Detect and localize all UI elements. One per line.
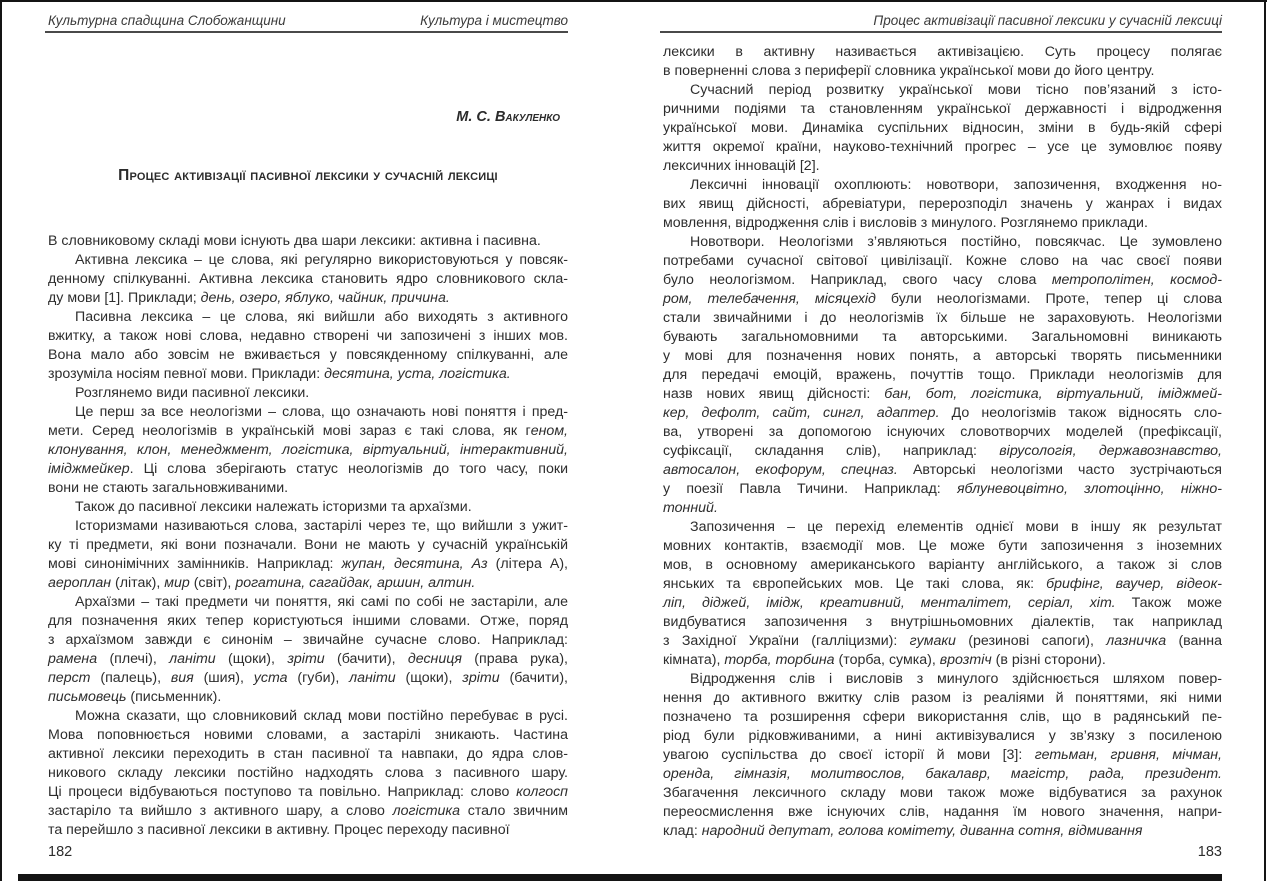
text-run: було неологізмом. Наприклад, свого часу слова: [663, 272, 1052, 288]
text-line: [663, 214, 1222, 233]
italic-text-run: бан, бот, логістика, віртуальний, іміджмей-: [884, 386, 1222, 402]
text-run: були неологізмами. Проте, тепер ці слова: [875, 291, 1222, 307]
text-line: [663, 233, 1222, 252]
text-run: суфіксації, складання слів), наприклад:: [663, 443, 1000, 459]
text-line: [48, 365, 568, 384]
text-line: [663, 670, 1222, 689]
text-line: [48, 460, 568, 479]
text-run: в поверненні слова з периферії словника української мови до його центру.: [663, 63, 1155, 79]
running-header-left-page: [48, 13, 568, 28]
text-line: [48, 498, 568, 517]
text-line: [48, 650, 568, 669]
text-line: [663, 271, 1222, 290]
italic-text-run: рамена: [48, 651, 98, 667]
text-line: [663, 290, 1222, 309]
text-line: [663, 594, 1222, 613]
italic-text-run: гумаки: [909, 633, 956, 649]
scan-border-right: [1264, 0, 1266, 881]
italic-text-run: метрополітен, космод-: [1051, 272, 1222, 288]
text-run: видбуватися запозичення з внутрішньомовних діалектів, так наприклад: [663, 614, 1222, 630]
text-line: [663, 746, 1222, 765]
text-line: [48, 631, 568, 650]
text-run: мов, в основному американського варіанту англійського, а також зі слов: [663, 557, 1222, 573]
italic-text-run: жупан, десятина, Аз: [341, 556, 488, 572]
text-line: [663, 328, 1222, 347]
italic-text-run: письмовець: [48, 689, 127, 705]
italic-text-run: зріти: [287, 651, 325, 667]
text-run: Ці процеси відбуваються поступово та повільно. Наприклад: слово: [48, 784, 517, 800]
italic-text-run: десятина, уста, логістика.: [324, 366, 511, 382]
text-run: клад:: [663, 823, 702, 839]
text-run: (світ),: [189, 575, 236, 591]
text-line: [48, 745, 568, 764]
text-line: [663, 822, 1222, 841]
scan-border-left: [0, 0, 2, 881]
text-line: [663, 252, 1222, 271]
text-line: [663, 708, 1222, 727]
text-run: позначено та розширення сфери використання слів, що в радянський пе-: [663, 709, 1222, 725]
text-run: Історизмами називаються слова, застарілі через те, що вийшли з ужит-: [75, 518, 568, 534]
text-line: [48, 308, 568, 327]
text-run: у поезії Павла Тичини. Наприклад:: [663, 481, 957, 497]
italic-text-run: аероплан: [48, 575, 112, 591]
text-run: (літера А),: [487, 556, 568, 572]
left-page-body: [48, 232, 568, 840]
italic-text-run: зріти: [462, 670, 500, 686]
italic-text-run: вия: [170, 670, 194, 686]
text-line: [48, 593, 568, 612]
text-run: ріод були рідковживаними, а нині активізувалися у зв’язку з посиленою: [663, 728, 1222, 744]
text-run: увагою суспільства до своєї історії й мови [3]:: [663, 747, 1035, 763]
text-run: (торба, сумка),: [834, 652, 940, 668]
text-run: активної лексики переходить в стан пасивної та навпаки, до ядра слов-: [48, 746, 568, 762]
text-line: [48, 707, 568, 726]
text-run: Лексичні інновації охоплюють: новотвори, запозичення, входження но-: [690, 177, 1222, 193]
text-line: [663, 100, 1222, 119]
text-run: стало звичним: [460, 803, 568, 819]
text-run: (літак),: [111, 575, 165, 591]
text-run: з Західної України (галліцизми):: [663, 633, 910, 649]
italic-text-run: лазничка: [1106, 633, 1167, 649]
text-run: бувають загальномовними та авторськими. Загальномовні виникають: [663, 329, 1222, 345]
text-run: мовних контактів, взаємодії мов. Це може бути запозичення з іноземних: [663, 538, 1222, 554]
text-run: Можна сказати, що словниковий склад мови постійно перебуває в русі.: [75, 708, 568, 724]
text-run: мові синонімічних замінників. Наприклад:: [48, 556, 342, 572]
running-header-section: Культура і мистецтво: [420, 13, 568, 28]
italic-text-run: колгосп: [516, 784, 568, 800]
text-run: Збагачення лексичного складу мови також може відбуватися за рахунок: [663, 785, 1222, 801]
text-line: [663, 176, 1222, 195]
text-run: вони не стають загальновживаними.: [48, 480, 289, 496]
text-run: Новотвори. Неологізми з’являються постійно, повсякчас. Це зумовлено: [690, 234, 1222, 250]
text-line: [663, 347, 1222, 366]
text-run: української мови. Динаміка суспільних відносин, зміни в будь-якій сфері: [663, 120, 1222, 136]
header-rule: [660, 31, 1222, 33]
text-run: (щоки),: [395, 670, 463, 686]
text-run: стали звичайними і до неологізмів їх більше не зараховують. Неологізми: [663, 310, 1222, 326]
text-run: (палець),: [90, 670, 171, 686]
header-rule: [45, 31, 568, 33]
text-line: [48, 783, 568, 802]
text-line: [663, 689, 1222, 708]
text-line: [663, 727, 1222, 746]
text-line: [663, 803, 1222, 822]
text-run: кімната),: [663, 652, 725, 668]
text-run: вих явищ дійсності, абревіатури, перерозподіл значень у жанрах і видах: [663, 196, 1222, 212]
text-line: [48, 270, 568, 289]
text-run: янських та європейських мов. Це такі слова, як:: [663, 576, 1047, 592]
text-line: [48, 802, 568, 821]
italic-text-run: яблуневоцвітно, злотоцінно, ніжно-: [956, 481, 1223, 497]
italic-text-run: іміджмейкер: [48, 461, 130, 477]
left-page: [48, 0, 568, 881]
italic-text-run: гетьман, гривня, мічман,: [1034, 747, 1222, 763]
text-run: ку ті предмети, які вони позначали. Вони не мають у сучасній українській: [48, 537, 568, 553]
text-line: [663, 366, 1222, 385]
italic-text-run: оренда, гімназія, молитвослов, бакалавр, магістр, рада, президент.: [663, 766, 1222, 782]
text-run: никового складу лексики постійно надходять слова з пасивного шару.: [48, 765, 568, 781]
text-line: [663, 119, 1222, 138]
text-line: [48, 479, 568, 498]
italic-text-run: рогатина, сагайдак, аршин, алтин.: [235, 575, 476, 591]
text-run: До неологізмів також відносять сло-: [939, 405, 1222, 421]
text-run: Активна лексика – це слова, які регулярно використовуються у повсяк-: [75, 252, 568, 268]
italic-text-run: логістика: [392, 803, 461, 819]
italic-text-run: уста: [253, 670, 288, 686]
text-run: Пасивна лексика – це слова, які вийшли або виходять з активного: [75, 309, 568, 325]
text-line: [663, 442, 1222, 461]
text-line: [663, 404, 1222, 423]
italic-text-run: еном,: [530, 423, 568, 439]
text-run: (бачити),: [499, 670, 568, 686]
text-line: [663, 138, 1222, 157]
text-line: [663, 423, 1222, 442]
text-line: [663, 461, 1222, 480]
italic-text-run: автосалон, екофорум, спецназ.: [663, 462, 898, 478]
text-line: [663, 537, 1222, 556]
text-run: застаріло та вийшло з активного шару, а слово: [48, 803, 393, 819]
running-header-book-title: Культурна спадщина Слобожанщини: [48, 13, 286, 28]
text-run: Сучасний період розвитку української мови тісно пов’язаний з істо-: [690, 82, 1222, 98]
running-header-right-page: [663, 13, 1222, 28]
italic-text-run: брифінг, ваучер, відеок-: [1046, 576, 1222, 592]
italic-text-run: кер, дефолт, сайт, сингл, адаптер.: [663, 405, 940, 421]
text-run: (письменник).: [126, 689, 222, 705]
text-line: [663, 43, 1222, 62]
text-run: мети. Серед неологізмів в українській мові зараз є такі слова, як г: [48, 423, 531, 439]
right-page-body: [663, 43, 1222, 841]
text-run: Архаїзми – такі предмети чи поняття, які самі по собі не застаріли, але: [75, 594, 568, 610]
italic-text-run: вірусологія, державознавство,: [999, 443, 1222, 459]
italic-text-run: десниця: [407, 651, 462, 667]
text-line: [48, 726, 568, 745]
article-title: Процес активізації пасивної лексики у сучасній лексиці: [118, 167, 498, 184]
text-line: [48, 384, 568, 403]
text-run: лексичних інновацій [2].: [663, 158, 820, 174]
text-run: (бачити),: [324, 651, 408, 667]
text-run: та перейшло з пасивної лексики в активну. Процес переходу пасивної: [48, 822, 510, 838]
text-run: Відродження слів і висловів з минулого здійснюється шляхом повер-: [690, 671, 1222, 687]
text-line: [663, 62, 1222, 81]
text-line: [663, 385, 1222, 404]
text-run: нення до активного вжитку слів разом із реаліями й поняттями, які ними: [663, 690, 1222, 706]
text-line: [48, 327, 568, 346]
text-line: [663, 81, 1222, 100]
italic-text-run: торба, торбина: [724, 652, 835, 668]
text-line: [663, 784, 1222, 803]
text-run: Розглянемо види пасивної лексики.: [75, 385, 310, 401]
text-run: ду мови [1]. Приклади;: [48, 290, 201, 306]
article-author: М. С. Вакуленко: [456, 109, 560, 125]
text-run: Також до пасивної лексики належать історизми та архаїзми.: [75, 499, 472, 515]
text-line: [663, 309, 1222, 328]
text-run: денному спілкуванні. Активна лексика становить ядро словникового скла-: [48, 271, 568, 287]
text-run: (ванна: [1166, 633, 1222, 649]
text-line: [48, 346, 568, 365]
text-run: Вона мало або зовсім не вживається у повсякденному спілкуванні, але: [48, 347, 568, 363]
text-run: для передачі емоцій, вражень, почуттів тощо. Приклади неологізмів для: [663, 367, 1222, 383]
text-line: [663, 518, 1222, 537]
text-run: В словниковому складі мови існують два шари лексики: активна і пасивна.: [48, 233, 541, 249]
text-run: зрозуміла носіям певної мови. Приклади:: [48, 366, 325, 382]
text-line: [663, 765, 1222, 784]
text-run: Мова поповнюється новими словами, а застарілі зникають. Частина: [48, 727, 568, 743]
text-line: [48, 289, 568, 308]
italic-text-run: день, озеро, яблуко, чайник, причина.: [200, 290, 450, 306]
italic-text-run: клонування, клон, менеджмент, логістика, віртуальний, інтерактивний,: [48, 442, 568, 458]
text-line: [48, 574, 568, 593]
text-line: [663, 480, 1222, 499]
text-run: Запозичення – це перехід елементів однієї мови в іншу як результат: [690, 519, 1222, 535]
running-header-article-title: Процес активізації пасивної лексики у сучасній лексиці: [873, 13, 1222, 28]
text-run: назв нових явищ дійсності:: [663, 386, 885, 402]
text-run: (плечі),: [97, 651, 170, 667]
text-run: (шия),: [193, 670, 254, 686]
italic-text-run: ром, телебачення, місяцехід: [663, 291, 876, 307]
text-line: [663, 651, 1222, 670]
text-run: Це перш за все неологізми – слова, що означають нові поняття і пред-: [75, 404, 568, 420]
text-line: [48, 422, 568, 441]
text-run: Також може: [1115, 595, 1222, 611]
text-line: [48, 232, 568, 251]
text-run: (права рука),: [461, 651, 568, 667]
italic-text-run: ліп, діджей, імідж, креативний, менталітет, серіал, хіт.: [663, 595, 1116, 611]
text-run: потребами сучасної світової цивілізації. Кожне слово на час своєї появи: [663, 253, 1222, 269]
text-run: життя окремої країни, науково-технічний прогрес – усе це зумовлює появу: [663, 139, 1222, 155]
text-line: [663, 632, 1222, 651]
text-line: [663, 157, 1222, 176]
text-line: [48, 688, 568, 707]
text-run: (в різні сторони).: [991, 652, 1106, 668]
italic-text-run: мир: [164, 575, 190, 591]
text-run: лексики в активну називається активізацією. Суть процесу полягає: [663, 44, 1222, 60]
italic-text-run: ланіти: [349, 670, 396, 686]
text-line: [663, 195, 1222, 214]
italic-text-run: народний депутат, голова комітету, диванна сотня, відмивання: [701, 823, 1143, 839]
text-run: мовлення, відродження слів і висловів з минулого. Розглянемо приклади.: [663, 215, 1148, 231]
text-run: Авторські неологізми часто зустрічаються: [897, 462, 1222, 478]
text-line: [48, 441, 568, 460]
text-line: [48, 251, 568, 270]
italic-text-run: перст: [48, 670, 91, 686]
text-line: [48, 403, 568, 422]
text-line: [48, 612, 568, 631]
text-run: з архаїзмом завжди є синонім – звичайне сучасне слово. Наприклад:: [48, 632, 568, 648]
text-line: [48, 821, 568, 840]
text-line: [48, 764, 568, 783]
text-line: [48, 517, 568, 536]
text-run: вжитку, а також нові слова, недавно створені чи запозичені з інших мов.: [48, 328, 568, 344]
text-run: для позначення яких тепер користуються іншими словами. Отже, поряд: [48, 613, 568, 629]
italic-text-run: тонний.: [663, 500, 718, 516]
text-run: (резинові сапоги),: [955, 633, 1107, 649]
text-line: [663, 556, 1222, 575]
text-run: (губи),: [287, 670, 350, 686]
text-run: у мові для позначення нових понять, а авторські творять письменники: [663, 348, 1222, 364]
text-line: [663, 499, 1222, 518]
italic-text-run: врозтіч: [939, 652, 992, 668]
text-line: [48, 669, 568, 688]
text-run: ричними подіями та становленням української державності і відродження: [663, 101, 1222, 117]
page-number-right: 183: [1197, 844, 1222, 860]
right-page: [663, 0, 1222, 881]
text-line: [663, 575, 1222, 594]
text-line: [48, 536, 568, 555]
page-number-left: 182: [48, 844, 73, 860]
text-run: переосмислення вже існуючих слів, надання їм нового значення, напри-: [663, 804, 1222, 820]
text-line: [48, 555, 568, 574]
text-run: ва, утворені за допомогою існуючих словотворчих моделей (префіксації,: [663, 424, 1222, 440]
text-run: . Ці слова зберігають статус неологізмів до того часу, поки: [129, 461, 568, 477]
text-line: [663, 613, 1222, 632]
text-run: (щоки),: [215, 651, 288, 667]
italic-text-run: ланіти: [169, 651, 216, 667]
